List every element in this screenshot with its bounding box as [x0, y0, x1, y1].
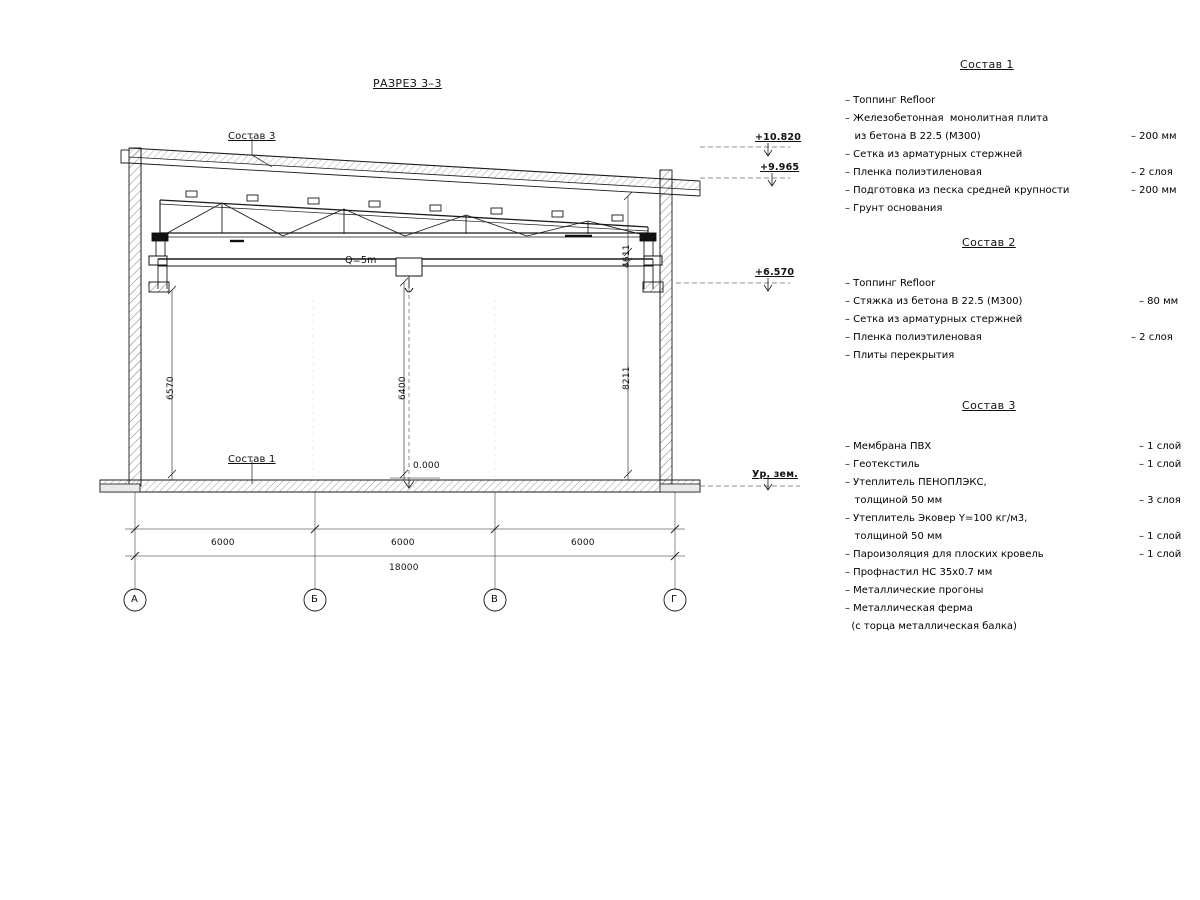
dimension-bay-3: 6000 — [571, 538, 595, 548]
grid-axis-v: В — [491, 594, 499, 605]
spec-3-value-5: – 1 слой — [1139, 531, 1182, 542]
grid-axis-b: Б — [311, 594, 319, 605]
dimension-total: 18000 — [389, 563, 419, 573]
dimension-bay-2: 6000 — [391, 538, 415, 548]
dimension-height-6570: 6570 — [166, 376, 176, 400]
level-mark-6570: +6.570 — [755, 267, 795, 278]
spec-3-value-0: – 1 слой — [1139, 441, 1182, 452]
spec-3-value-6: – 1 слой — [1139, 549, 1182, 560]
spec-title-2: Состав 2 — [962, 236, 1016, 249]
spec-1-value-4: – 2 слоя — [1131, 167, 1173, 178]
spec-1-item-6: – Грунт основания — [845, 203, 943, 214]
spec-2-item-3: – Пленка полиэтиленовая — [845, 332, 982, 343]
spec-3-item-4: – Утеплитель Эковер Y=100 кг/м3, — [845, 513, 1028, 524]
spec-3-value-1: – 1 слой — [1139, 459, 1182, 470]
dimension-bay-1: 6000 — [211, 538, 235, 548]
spec-1-item-3: – Сетка из арматурных стержней — [845, 149, 1023, 160]
spec-1-item-5: – Подготовка из песка средней крупности — [845, 185, 1070, 196]
spec-title-1: Состав 1 — [960, 58, 1014, 71]
spec-3-item-8: – Металлические прогоны — [845, 585, 984, 596]
spec-3-item-0: – Мембрана ПВХ — [845, 441, 932, 452]
spec-1-item-2: из бетона В 22.5 (М300) — [845, 131, 981, 142]
spec-2-item-4: – Плиты перекрытия — [845, 350, 955, 361]
level-mark-9965: +9.965 — [760, 162, 800, 173]
spec-3-item-6: – Пароизоляция для плоских кровель — [845, 549, 1044, 560]
spec-3-item-7: – Профнастил НС 35х0.7 мм — [845, 567, 993, 578]
grid-axis-g: Г — [671, 594, 678, 605]
spec-3-item-1: – Геотекстиль — [845, 459, 920, 470]
level-mark-10820: +10.820 — [755, 132, 802, 143]
level-mark-zero: 0.000 — [413, 461, 440, 471]
level-mark-ground: Ур. зем. — [752, 469, 798, 480]
callout-sostav-1: Состав 1 — [228, 454, 276, 465]
spec-2-item-0: – Топпинг Refloor — [845, 278, 936, 289]
dimension-height-4611: 4611 — [622, 244, 632, 268]
spec-3-item-3: толщиной 50 мм — [845, 495, 943, 506]
spec-1-value-2: – 200 мм — [1131, 131, 1177, 142]
spec-2-item-2: – Сетка из арматурных стержней — [845, 314, 1023, 325]
spec-3-item-10: (с торца металлическая балка) — [845, 621, 1017, 632]
spec-1-item-4: – Пленка полиэтиленовая — [845, 167, 982, 178]
spec-1-item-1: – Железобетонная монолитная плита — [845, 113, 1049, 124]
dimension-height-8211: 8211 — [622, 366, 632, 390]
spec-3-value-3: – 3 слоя — [1139, 495, 1181, 506]
spec-title-3: Состав 3 — [962, 399, 1016, 412]
grid-axis-a: А — [131, 594, 139, 605]
dimension-height-6400: 6400 — [398, 376, 408, 400]
spec-2-value-3: – 2 слоя — [1131, 332, 1173, 343]
spec-2-item-1: – Стяжка из бетона В 22.5 (М300) — [845, 296, 1023, 307]
spec-1-item-0: – Топпинг Refloor — [845, 95, 936, 106]
spec-1-value-5: – 200 мм — [1131, 185, 1177, 196]
spec-3-item-9: – Металлическая ферма — [845, 603, 973, 614]
crane-capacity-label: Q=5m — [345, 255, 377, 266]
drawing-title: РАЗРЕЗ 3–3 — [373, 77, 442, 90]
callout-sostav-3: Состав 3 — [228, 131, 276, 142]
spec-3-item-5: толщиной 50 мм — [845, 531, 943, 542]
spec-3-item-2: – Утеплитель ПЕНОПЛЭКС, — [845, 477, 987, 488]
spec-2-value-1: – 80 мм — [1139, 296, 1179, 307]
